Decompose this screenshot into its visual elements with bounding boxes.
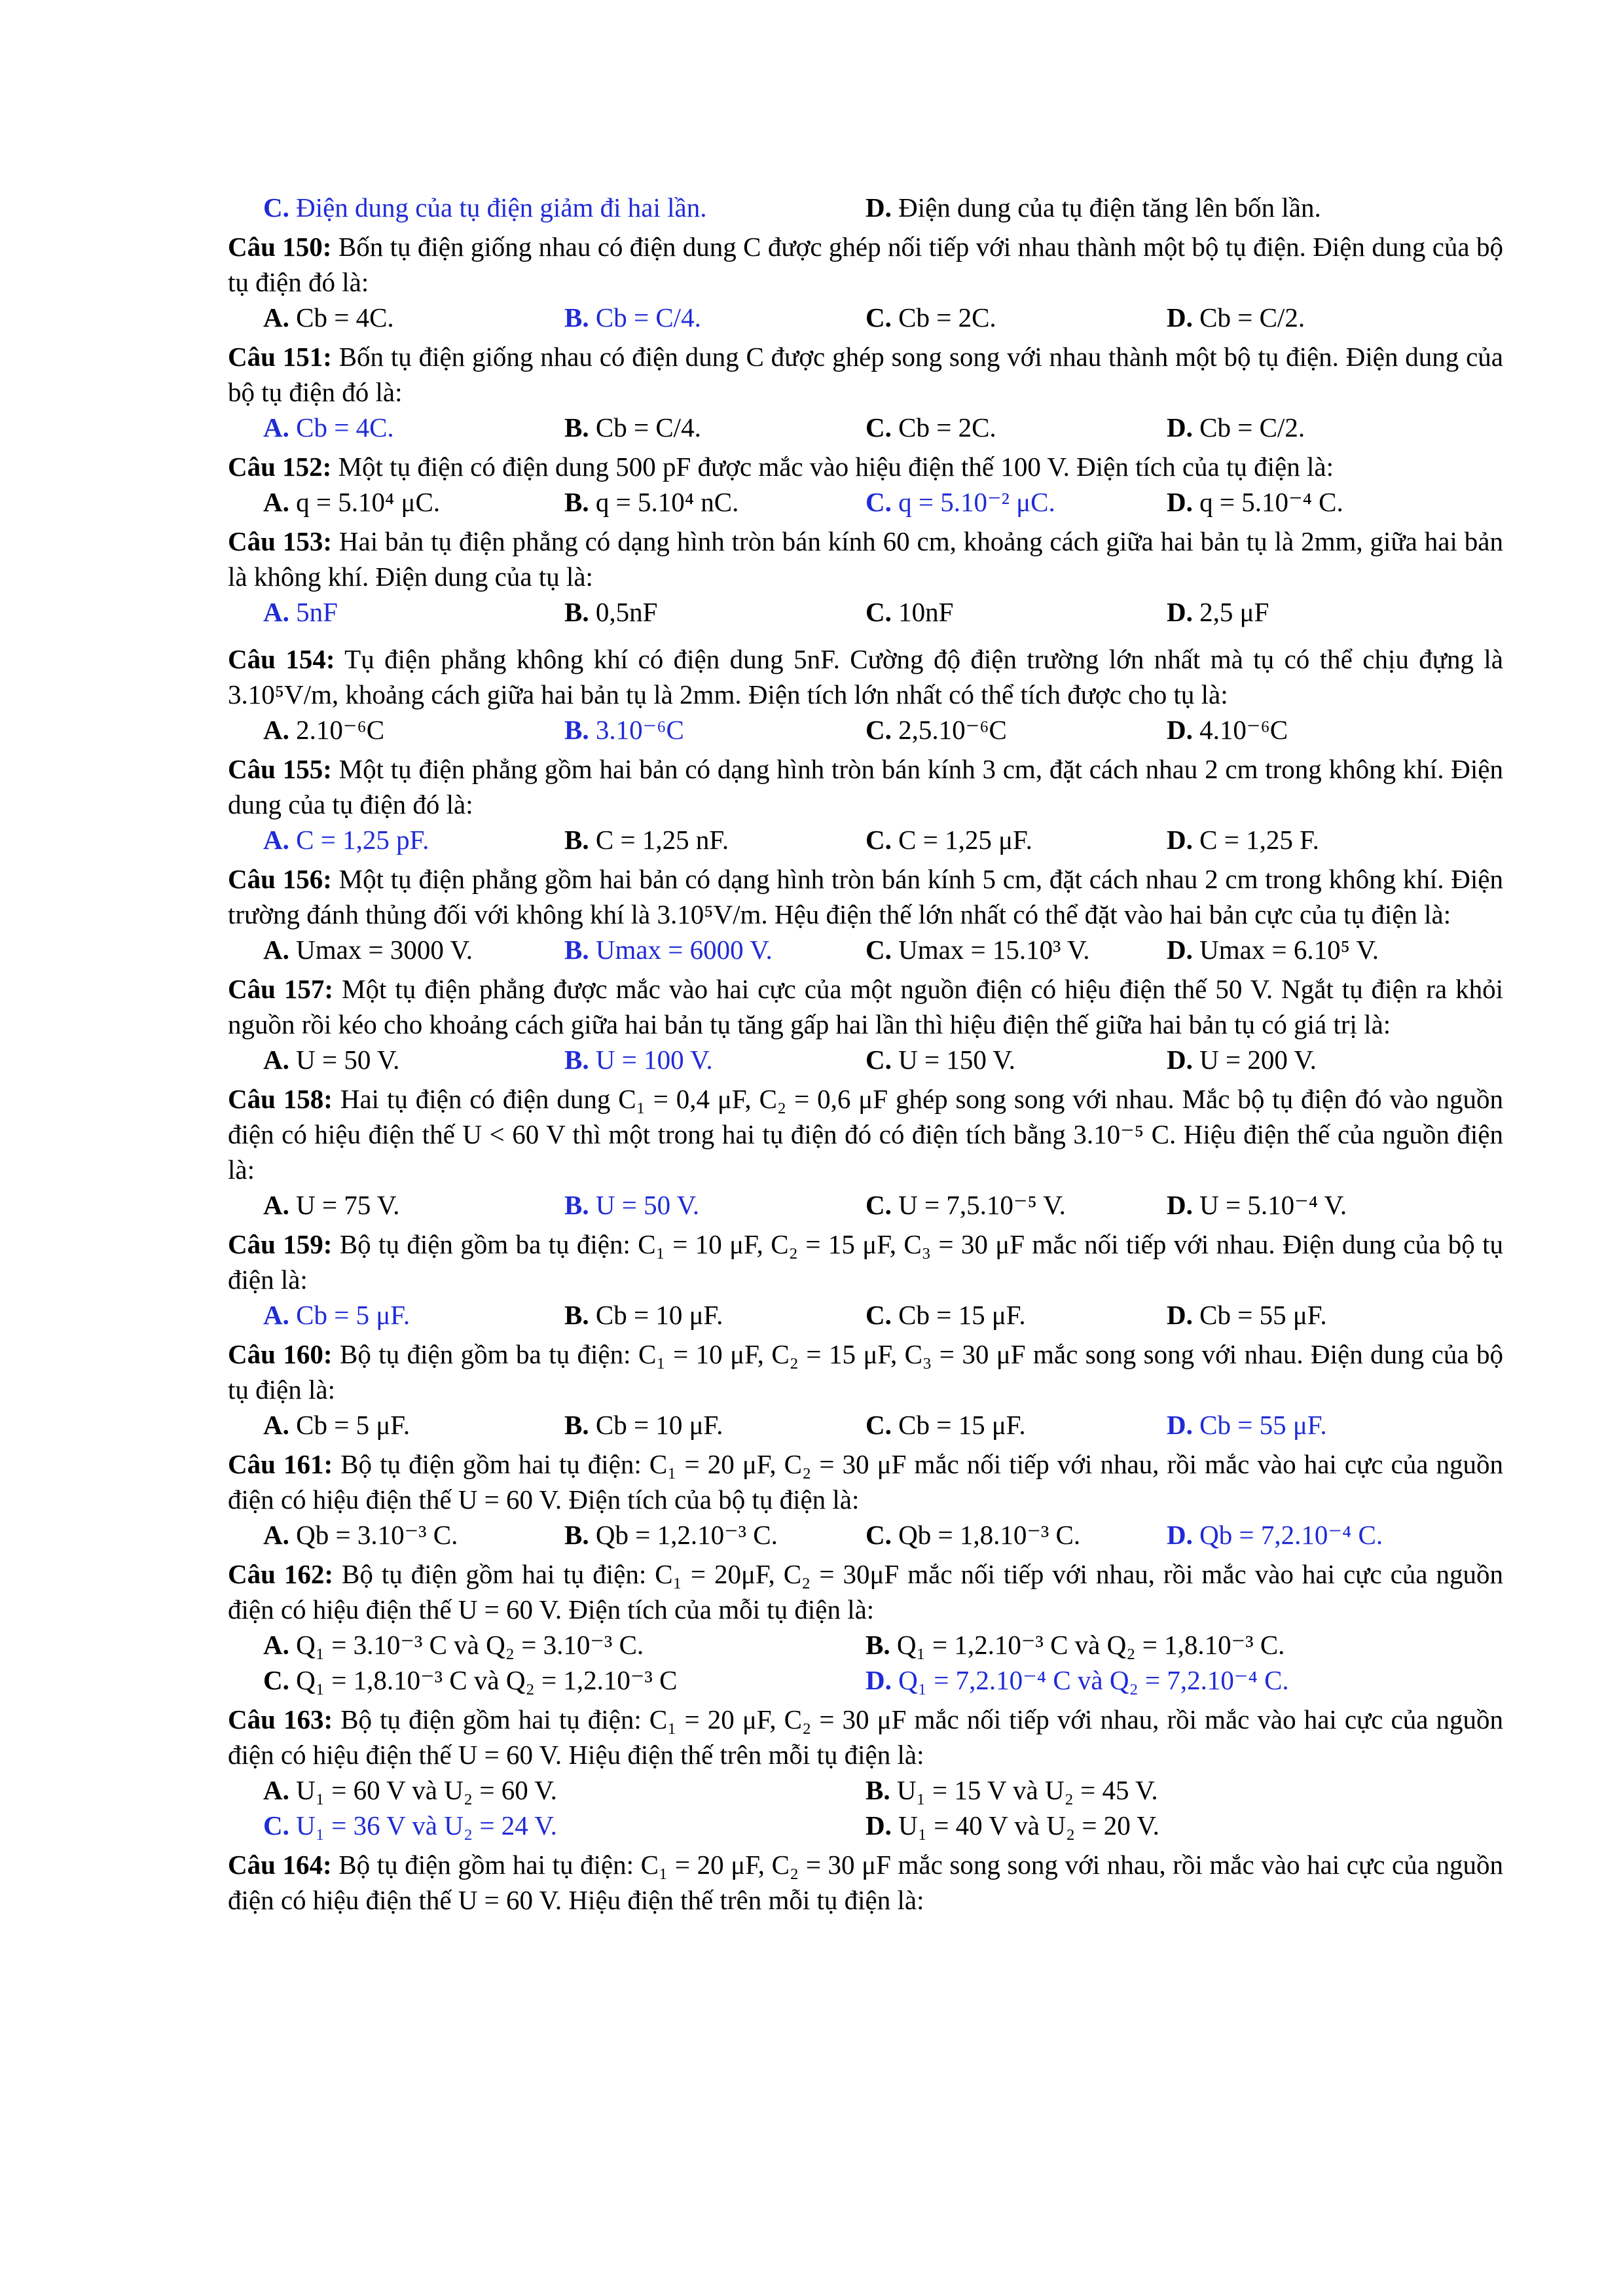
question-151 bbox=[228, 339, 1503, 410]
option-text: U = 100 V. bbox=[589, 1045, 713, 1075]
option-c bbox=[866, 1517, 1167, 1552]
question-label: Câu 155: bbox=[228, 754, 332, 784]
option-letter: D. bbox=[866, 1810, 892, 1840]
option-a bbox=[263, 1627, 866, 1662]
option-d bbox=[1167, 594, 1269, 630]
option-letter: B. bbox=[564, 1190, 589, 1220]
option-text: Điện dung của tụ điện giảm đi hai lần. bbox=[289, 192, 707, 223]
option-text: 5nF bbox=[289, 597, 338, 627]
option-letter: A. bbox=[263, 715, 289, 745]
option-c bbox=[866, 712, 1167, 747]
options-row bbox=[228, 822, 1503, 857]
option-b bbox=[564, 1297, 866, 1333]
option-letter: D. bbox=[1167, 1300, 1193, 1330]
options-row bbox=[228, 190, 1503, 225]
question-stem: Bộ tụ điện gồm hai tụ điện: C₁ = 20 μF, C₂ = 30 μF mắc song song với nhau, rồi mắc vào hai cực của nguồn điện có hiệu điện thế U = 60 V. Hiệu điện thế trên mỗi tụ điện là: bbox=[228, 1850, 1503, 1915]
question-150 bbox=[228, 229, 1503, 300]
option-d bbox=[866, 190, 1468, 225]
option-d bbox=[866, 1662, 1468, 1698]
option-text: 2.10⁻⁶C bbox=[289, 715, 385, 745]
question-list bbox=[228, 190, 1503, 1918]
option-a bbox=[263, 1042, 564, 1077]
option-letter: B. bbox=[564, 1045, 589, 1075]
options-row bbox=[228, 410, 1503, 445]
option-letter: B. bbox=[564, 302, 589, 332]
option-a bbox=[263, 1407, 564, 1443]
option-a bbox=[263, 1297, 564, 1333]
option-text: Q₁ = 3.10⁻³ C và Q₂ = 3.10⁻³ C. bbox=[289, 1630, 644, 1660]
option-c bbox=[263, 1808, 866, 1843]
options-row bbox=[228, 484, 1503, 520]
question-label: Câu 156: bbox=[228, 864, 332, 894]
option-letter: D. bbox=[1167, 1190, 1193, 1220]
option-text: U₁ = 40 V và U₂ = 20 V. bbox=[891, 1810, 1159, 1840]
option-letter: C. bbox=[263, 1665, 289, 1695]
option-b bbox=[564, 822, 866, 857]
option-c bbox=[866, 1407, 1167, 1443]
question-152 bbox=[228, 449, 1503, 484]
option-text: Cb = 55 μF. bbox=[1192, 1300, 1327, 1330]
option-a bbox=[263, 410, 564, 445]
option-a bbox=[263, 932, 564, 967]
option-letter: C. bbox=[866, 825, 892, 855]
option-text: Cb = 15 μF. bbox=[891, 1410, 1026, 1440]
question-156 bbox=[228, 861, 1503, 932]
question-161 bbox=[228, 1446, 1503, 1517]
option-letter: C. bbox=[866, 1520, 892, 1550]
option-text: Q₁ = 1,2.10⁻³ C và Q₂ = 1,8.10⁻³ C. bbox=[890, 1630, 1285, 1660]
option-text: Cb = C/4. bbox=[589, 302, 701, 332]
options-row bbox=[228, 1808, 1503, 1843]
option-letter: A. bbox=[263, 1775, 289, 1805]
question-stem: Bộ tụ điện gồm ba tụ điện: C₁ = 10 μF, C₂ = 15 μF, C₃ = 30 μF mắc nối tiếp với nhau. Điện dung của bộ tụ điện là: bbox=[228, 1229, 1503, 1295]
question-155 bbox=[228, 751, 1503, 822]
option-text: U₁ = 36 V và U₂ = 24 V. bbox=[289, 1810, 557, 1840]
option-text: C = 1,25 pF. bbox=[289, 825, 429, 855]
option-letter: D. bbox=[1167, 715, 1193, 745]
option-text: Điện dung của tụ điện tăng lên bốn lần. bbox=[891, 192, 1321, 223]
option-letter: A. bbox=[263, 487, 289, 517]
option-text: Cb = 5 μF. bbox=[289, 1300, 410, 1330]
question-stem: Một tụ điện có điện dung 500 pF được mắc vào hiệu điện thế 100 V. Điện tích của tụ điện là: bbox=[331, 452, 1334, 482]
option-d bbox=[1167, 1042, 1317, 1077]
option-b bbox=[564, 712, 866, 747]
question-label: Câu 152: bbox=[228, 452, 332, 482]
option-letter: A. bbox=[263, 412, 289, 442]
option-text: q = 5.10⁻² μC. bbox=[891, 487, 1055, 517]
option-text: U₁ = 60 V và U₂ = 60 V. bbox=[289, 1775, 557, 1805]
option-a bbox=[263, 594, 564, 630]
option-d bbox=[1167, 932, 1379, 967]
question-159 bbox=[228, 1227, 1503, 1297]
option-letter: C. bbox=[866, 1045, 892, 1075]
option-b bbox=[564, 1517, 866, 1552]
option-d bbox=[1167, 1297, 1327, 1333]
option-letter: B. bbox=[564, 597, 589, 627]
option-b bbox=[564, 1042, 866, 1077]
option-b bbox=[564, 484, 866, 520]
option-d bbox=[1167, 822, 1319, 857]
option-text: U = 200 V. bbox=[1192, 1045, 1317, 1075]
option-d bbox=[1167, 484, 1343, 520]
option-letter: D. bbox=[866, 1665, 892, 1695]
option-text: Cb = 15 μF. bbox=[891, 1300, 1026, 1330]
option-text: Cb = C/4. bbox=[589, 412, 701, 442]
option-text: 0,5nF bbox=[589, 597, 658, 627]
option-c bbox=[866, 1297, 1167, 1333]
option-letter: B. bbox=[564, 1410, 589, 1440]
options-row bbox=[228, 1297, 1503, 1333]
options-row bbox=[228, 1772, 1503, 1808]
option-b bbox=[564, 300, 866, 335]
options-row bbox=[228, 1627, 1503, 1662]
option-c bbox=[866, 300, 1167, 335]
option-letter: C. bbox=[866, 1190, 892, 1220]
option-letter: C. bbox=[866, 597, 892, 627]
option-letter: C. bbox=[866, 412, 892, 442]
options-row bbox=[228, 300, 1503, 335]
option-letter: B. bbox=[564, 825, 589, 855]
option-d bbox=[1167, 300, 1305, 335]
option-letter: D. bbox=[1167, 1520, 1193, 1550]
option-letter: C. bbox=[263, 192, 289, 223]
question-label: Câu 164: bbox=[228, 1850, 332, 1880]
question-162 bbox=[228, 1556, 1503, 1627]
option-a bbox=[263, 300, 564, 335]
question-label: Câu 154: bbox=[228, 644, 335, 674]
option-text: C = 1,25 nF. bbox=[589, 825, 729, 855]
options-row bbox=[228, 1662, 1503, 1698]
option-letter: C. bbox=[866, 935, 892, 965]
option-letter: B. bbox=[564, 715, 589, 745]
option-d bbox=[1167, 1187, 1347, 1223]
option-text: 4.10⁻⁶C bbox=[1192, 715, 1288, 745]
option-text: Cb = C/2. bbox=[1192, 302, 1305, 332]
question-stem: Hai tụ điện có điện dung C₁ = 0,4 μF, C₂ = 0,6 μF ghép song song với nhau. Mắc bộ tụ điện đó vào nguồn điện có hiệu điện thế U < 60 V thì một trong hai tụ điện đó có điện tích bằng 3.10⁻⁵ C. Hiệu điện thế của nguồn điện là: bbox=[228, 1084, 1503, 1185]
question-label: Câu 153: bbox=[228, 526, 332, 556]
option-a bbox=[263, 822, 564, 857]
option-text: Cb = 55 μF. bbox=[1192, 1410, 1327, 1440]
option-text: C = 1,25 μF. bbox=[891, 825, 1032, 855]
question-154 bbox=[228, 641, 1503, 712]
option-letter: D. bbox=[1167, 487, 1193, 517]
option-letter: B. bbox=[564, 1300, 589, 1330]
option-letter: C. bbox=[866, 715, 892, 745]
option-letter: D. bbox=[1167, 412, 1193, 442]
question-160 bbox=[228, 1336, 1503, 1407]
option-letter: B. bbox=[564, 412, 589, 442]
option-letter: B. bbox=[564, 487, 589, 517]
option-d bbox=[1167, 1407, 1327, 1443]
option-letter: D. bbox=[1167, 597, 1193, 627]
option-c bbox=[866, 822, 1167, 857]
option-letter: D. bbox=[1167, 935, 1193, 965]
option-letter: A. bbox=[263, 935, 289, 965]
option-b bbox=[866, 1772, 1468, 1808]
question-stem: Bốn tụ điện giống nhau có điện dung C được ghép song song với nhau thành một bộ tụ điện. Điện dung của bộ tụ điện đó là: bbox=[228, 342, 1503, 407]
question-label: Câu 158: bbox=[228, 1084, 333, 1114]
question-stem: Bộ tụ điện gồm hai tụ điện: C₁ = 20μF, C₂ = 30μF mắc nối tiếp với nhau, rồi mắc vào hai cực của nguồn điện có hiệu điện thế U = 60 V. Điện tích của mỗi tụ điện là: bbox=[228, 1559, 1503, 1624]
option-d bbox=[1167, 1517, 1383, 1552]
option-letter: A. bbox=[263, 1520, 289, 1550]
option-c bbox=[263, 1662, 866, 1698]
option-text: Cb = 4C. bbox=[289, 412, 394, 442]
option-letter: B. bbox=[564, 935, 589, 965]
option-letter: D. bbox=[1167, 825, 1193, 855]
option-a bbox=[263, 1772, 866, 1808]
option-c bbox=[866, 594, 1167, 630]
option-letter: A. bbox=[263, 1300, 289, 1330]
option-letter: A. bbox=[263, 302, 289, 332]
option-letter: B. bbox=[866, 1630, 890, 1660]
option-text: q = 5.10⁴ μC. bbox=[289, 487, 441, 517]
option-text: U = 7,5.10⁻⁵ V. bbox=[891, 1190, 1066, 1220]
option-c bbox=[866, 932, 1167, 967]
option-text: 2,5.10⁻⁶C bbox=[891, 715, 1007, 745]
option-text: 3.10⁻⁶C bbox=[589, 715, 684, 745]
option-text: U = 5.10⁻⁴ V. bbox=[1192, 1190, 1347, 1220]
option-text: q = 5.10⁻⁴ C. bbox=[1192, 487, 1343, 517]
option-text: Cb = 5 μF. bbox=[289, 1410, 410, 1440]
question-stem: Một tụ điện phẳng gồm hai bản có dạng hình tròn bán kính 5 cm, đặt cách nhau 2 cm trong không khí. Điện trường đánh thủng đối với không khí là 3.10⁵V/m. Hệu điện thế lớn nhất có thể đặt vào hai bản cực của tụ điện là: bbox=[228, 864, 1503, 929]
question-label: Câu 161: bbox=[228, 1449, 333, 1479]
option-a bbox=[263, 712, 564, 747]
options-row bbox=[228, 594, 1503, 630]
option-letter: D. bbox=[1167, 302, 1193, 332]
option-c bbox=[866, 484, 1167, 520]
options-row bbox=[228, 1517, 1503, 1552]
option-letter: D. bbox=[1167, 1045, 1193, 1075]
question-stem: Tụ điện phẳng không khí có điện dung 5nF. Cường độ điện trường lớn nhất mà tụ có thể chịu đựng là 3.10⁵V/m, khoảng cách giữa hai bản tụ là 2mm. Điện tích lớn nhất có thể tích được cho tụ là: bbox=[228, 644, 1503, 709]
option-text: C = 1,25 F. bbox=[1192, 825, 1319, 855]
option-letter: C. bbox=[866, 487, 892, 517]
option-c bbox=[866, 410, 1167, 445]
question-stem: Một tụ điện phẳng được mắc vào hai cực của một nguồn điện có hiệu điện thế 50 V. Ngắt tụ điện ra khỏi nguồn rồi kéo cho khoảng cách giữa hai bản tụ tăng gấp hai lần thì hiệu điện thế giữa hai bản tụ có giá trị là: bbox=[228, 974, 1503, 1039]
question-164 bbox=[228, 1847, 1503, 1918]
option-text: Umax = 15.10³ V. bbox=[891, 935, 1090, 965]
option-letter: C. bbox=[866, 1410, 892, 1440]
option-a bbox=[263, 1517, 564, 1552]
options-row bbox=[228, 1042, 1503, 1077]
question-label: Câu 163: bbox=[228, 1704, 333, 1734]
option-a bbox=[263, 484, 564, 520]
option-text: 2,5 μF bbox=[1192, 597, 1269, 627]
option-text: Umax = 3000 V. bbox=[289, 935, 473, 965]
question-label: Câu 160: bbox=[228, 1339, 333, 1369]
option-letter: D. bbox=[1167, 1410, 1193, 1440]
option-text: U = 50 V. bbox=[289, 1045, 400, 1075]
option-text: q = 5.10⁴ nC. bbox=[589, 487, 739, 517]
option-b bbox=[564, 932, 866, 967]
option-text: 10nF bbox=[891, 597, 954, 627]
question-stem: Bộ tụ điện gồm ba tụ điện: C₁ = 10 μF, C₂ = 15 μF, C₃ = 30 μF mắc song song với nhau. Điện dung của bộ tụ điện là: bbox=[228, 1339, 1503, 1405]
options-row bbox=[228, 1187, 1503, 1223]
options-row bbox=[228, 1407, 1503, 1443]
option-text: Cb = 2C. bbox=[891, 412, 996, 442]
options-row bbox=[228, 712, 1503, 747]
option-c bbox=[866, 1187, 1167, 1223]
option-letter: B. bbox=[564, 1520, 589, 1550]
option-a bbox=[263, 1187, 564, 1223]
question-stem: Một tụ điện phẳng gồm hai bản có dạng hình tròn bán kính 3 cm, đặt cách nhau 2 cm trong không khí. Điện dung của tụ điện đó là: bbox=[228, 754, 1503, 819]
option-text: Umax = 6.10⁵ V. bbox=[1192, 935, 1379, 965]
option-d bbox=[1167, 712, 1288, 747]
option-text: Cb = 4C. bbox=[289, 302, 394, 332]
option-text: Qb = 1,8.10⁻³ C. bbox=[891, 1520, 1081, 1550]
option-c bbox=[866, 1042, 1167, 1077]
option-letter: A. bbox=[263, 1190, 289, 1220]
option-text: Cb = 10 μF. bbox=[589, 1410, 723, 1440]
question-label: Câu 150: bbox=[228, 232, 332, 262]
option-text: Umax = 6000 V. bbox=[589, 935, 773, 965]
option-letter: C. bbox=[263, 1810, 289, 1840]
option-letter: D. bbox=[866, 192, 892, 223]
question-stem: Bộ tụ điện gồm hai tụ điện: C₁ = 20 μF, C₂ = 30 μF mắc nối tiếp với nhau, rồi mắc vào hai cực của nguồn điện có hiệu điện thế U = 60 V. Điện tích của bộ tụ điện là: bbox=[228, 1449, 1503, 1515]
option-b bbox=[866, 1627, 1468, 1662]
option-b bbox=[564, 1407, 866, 1443]
option-text: Qb = 1,2.10⁻³ C. bbox=[589, 1520, 778, 1550]
question-label: Câu 151: bbox=[228, 342, 332, 372]
option-letter: A. bbox=[263, 825, 289, 855]
option-text: Q₁ = 1,8.10⁻³ C và Q₂ = 1,2.10⁻³ C bbox=[289, 1665, 678, 1695]
option-text: Cb = 2C. bbox=[891, 302, 996, 332]
option-b bbox=[564, 410, 866, 445]
options-row bbox=[228, 932, 1503, 967]
option-b bbox=[564, 1187, 866, 1223]
option-letter: A. bbox=[263, 1410, 289, 1440]
option-text: Q₁ = 7,2.10⁻⁴ C và Q₂ = 7,2.10⁻⁴ C. bbox=[891, 1665, 1289, 1695]
option-c bbox=[263, 190, 866, 225]
option-text: Cb = C/2. bbox=[1192, 412, 1305, 442]
option-letter: B. bbox=[866, 1775, 890, 1805]
option-text: Cb = 10 μF. bbox=[589, 1300, 723, 1330]
question-label: Câu 159: bbox=[228, 1229, 333, 1259]
question-label: Câu 157: bbox=[228, 974, 334, 1004]
option-text: U = 150 V. bbox=[891, 1045, 1015, 1075]
option-text: U = 50 V. bbox=[589, 1190, 700, 1220]
option-text: Qb = 7,2.10⁻⁴ C. bbox=[1192, 1520, 1383, 1550]
option-letter: A. bbox=[263, 597, 289, 627]
question-stem: Bộ tụ điện gồm hai tụ điện: C₁ = 20 μF, C₂ = 30 μF mắc nối tiếp với nhau, rồi mắc vào hai cực của nguồn điện có hiệu điện thế U = 60 V. Hiệu điện thế trên mỗi tụ điện là: bbox=[228, 1704, 1503, 1770]
option-text: U = 75 V. bbox=[289, 1190, 400, 1220]
option-b bbox=[564, 594, 866, 630]
option-letter: C. bbox=[866, 302, 892, 332]
question-163 bbox=[228, 1702, 1503, 1772]
option-text: U₁ = 15 V và U₂ = 45 V. bbox=[890, 1775, 1158, 1805]
option-letter: C. bbox=[866, 1300, 892, 1330]
question-157 bbox=[228, 971, 1503, 1042]
option-letter: A. bbox=[263, 1045, 289, 1075]
question-stem: Hai bản tụ điện phẳng có dạng hình tròn bán kính 60 cm, khoảng cách giữa hai bản tụ là 2mm, giữa hai bản là không khí. Điện dung của tụ là: bbox=[228, 526, 1503, 592]
question-153 bbox=[228, 524, 1503, 594]
question-158 bbox=[228, 1081, 1503, 1187]
option-d bbox=[866, 1808, 1468, 1843]
question-label: Câu 162: bbox=[228, 1559, 334, 1589]
question-stem: Bốn tụ điện giống nhau có điện dung C được ghép nối tiếp với nhau thành một bộ tụ điện. Điện dung của bộ tụ điện đó là: bbox=[228, 232, 1503, 297]
option-text: Qb = 3.10⁻³ C. bbox=[289, 1520, 458, 1550]
option-letter: A. bbox=[263, 1630, 289, 1660]
option-d bbox=[1167, 410, 1305, 445]
